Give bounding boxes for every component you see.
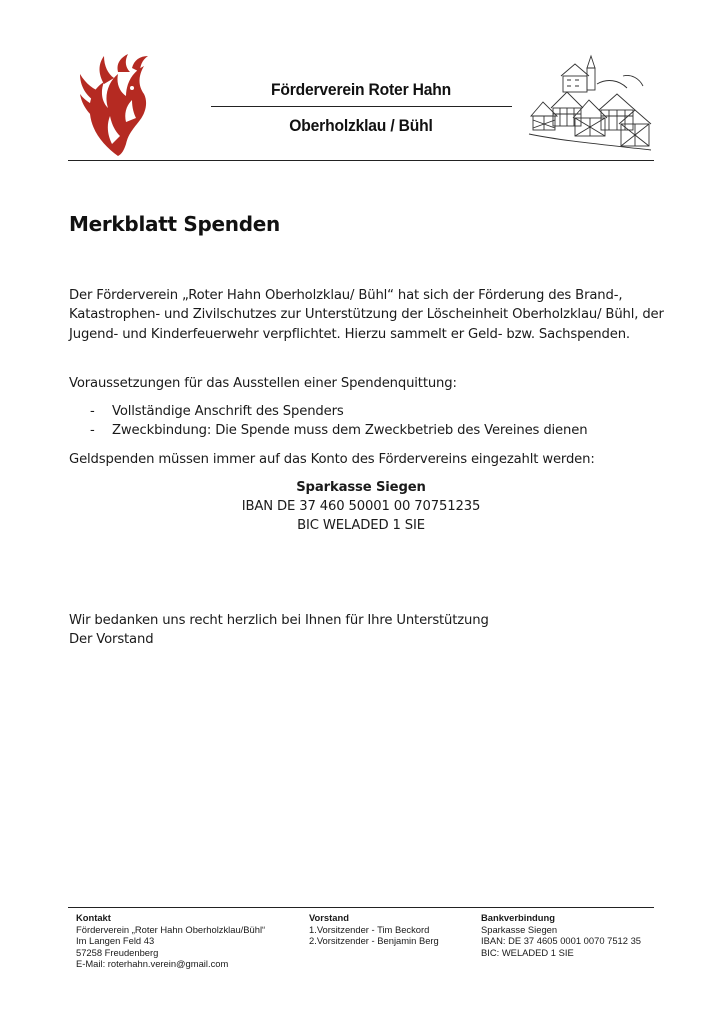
bullet-marker: - xyxy=(90,423,95,438)
bank-name: Sparkasse Siegen xyxy=(296,480,426,495)
footer-contact-line: Förderverein „Roter Hahn Oberholzklau/Bühl“ xyxy=(76,923,266,935)
footer-board xyxy=(309,912,439,947)
intro-line: Jugend- und Kinderfeuerwehr verpflichtet. Hierzu sammelt er Geld- bzw. Sachspenden. xyxy=(69,326,630,342)
footer-bank xyxy=(481,912,641,958)
footer-contact xyxy=(76,912,265,970)
bank-bic: BIC WELADED 1 SIE xyxy=(297,518,425,533)
requirement-text: Vollständige Anschrift des Spenders xyxy=(112,404,344,419)
footer-bank-line: Sparkasse Siegen xyxy=(481,923,558,935)
footer-bank-heading: Bankverbindung xyxy=(481,912,555,923)
document-title: Merkblatt Spenden xyxy=(69,212,280,236)
bank-iban: IBAN DE 37 460 50001 00 70751235 xyxy=(241,499,481,514)
footer-contact-heading: Kontakt xyxy=(76,912,111,923)
intro-paragraph xyxy=(69,286,664,344)
footer-bank-line: BIC: WELADED 1 SIE xyxy=(481,946,574,958)
header-divider xyxy=(211,106,512,107)
church-icon xyxy=(561,56,595,92)
signature: Der Vorstand xyxy=(69,632,154,647)
requirements-heading: Voraussetzungen für das Ausstellen einer Spendenquittung: xyxy=(69,376,457,391)
footer-board-line: 2.Vorsitzender - Benjamin Berg xyxy=(309,935,439,947)
money-note: Geldspenden müssen immer auf das Konto des Fördervereins eingezahlt werden: xyxy=(69,452,595,467)
footer-contact-line: Im Langen Feld 43 xyxy=(76,935,155,947)
requirement-text: Zweckbindung: Die Spende muss dem Zweckbetrieb des Vereines dienen xyxy=(112,423,588,438)
footer-board-line: 1.Vorsitzender - Tim Beckord xyxy=(309,923,430,935)
rooster-logo xyxy=(74,52,152,160)
intro-line: Katastrophen- und Zivilschutzes zur Unterstützung der Löscheinheit Oberholzklau/ Bühl, der xyxy=(69,307,664,323)
association-name: Förderverein Roter Hahn xyxy=(270,80,452,99)
footer-email: E-Mail: roterhahn.verein@gmail.com xyxy=(76,958,229,970)
footer-rule xyxy=(68,907,654,908)
bullet-marker: - xyxy=(90,404,95,419)
footer-bank-line: IBAN: DE 37 4605 0001 0070 7512 35 xyxy=(481,935,642,947)
header-rule xyxy=(68,160,654,161)
footer-contact-line: 57258 Freudenberg xyxy=(76,946,159,958)
association-location: Oberholzklau / Bühl xyxy=(289,116,433,135)
footer-board-heading: Vorstand xyxy=(309,912,349,923)
village-sketch-image xyxy=(527,54,653,154)
thanks-line: Wir bedanken uns recht herzlich bei Ihnen für Ihre Unterstützung xyxy=(69,613,489,628)
intro-line: Der Förderverein „Roter Hahn Oberholzklau/ Bühl“ hat sich der Förderung des Brand-, xyxy=(69,288,623,303)
houses-icon xyxy=(529,75,651,150)
